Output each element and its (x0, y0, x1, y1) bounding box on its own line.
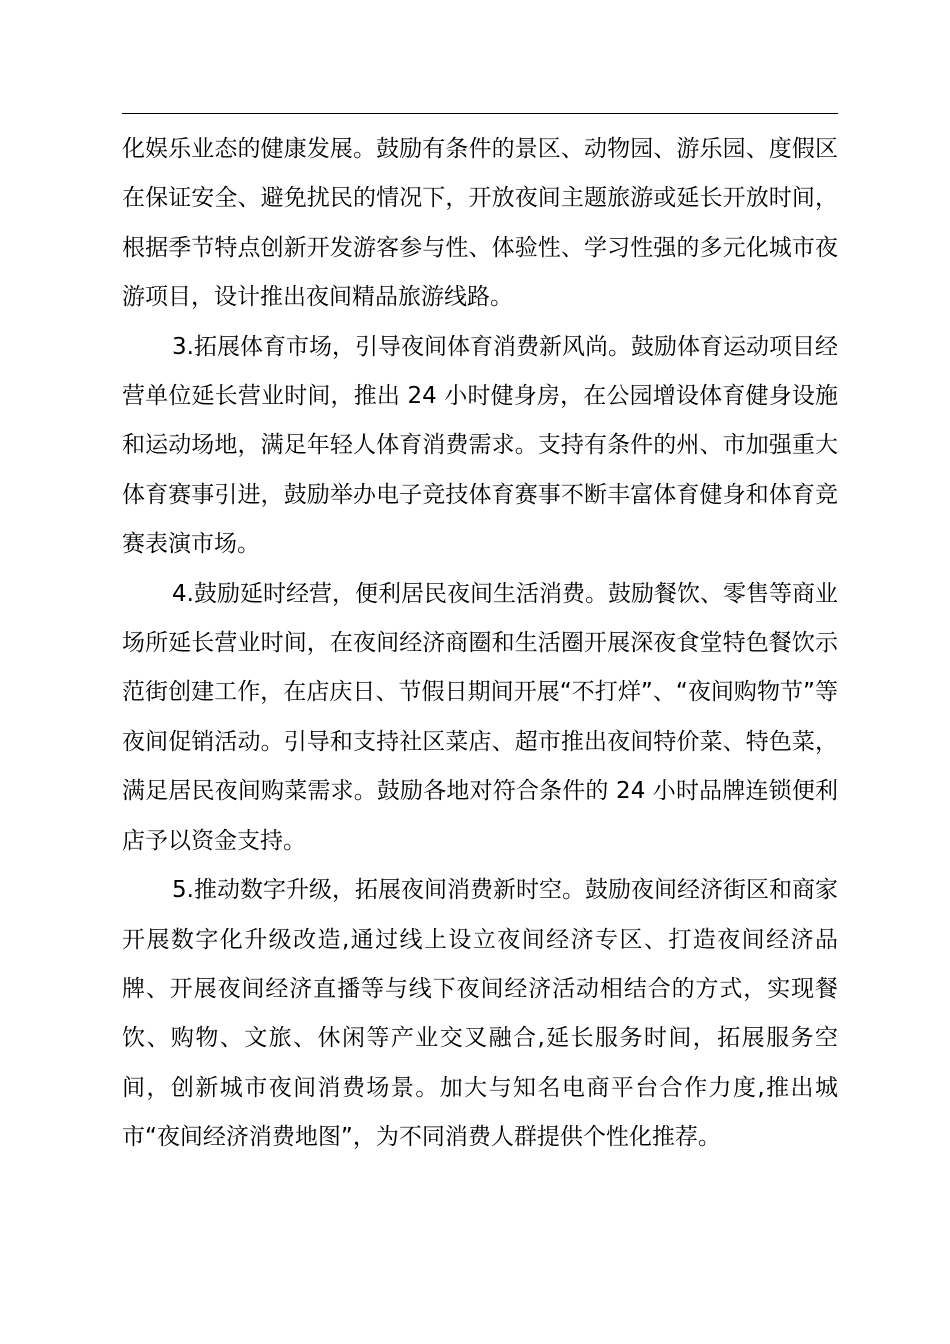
paragraph-sports-market: 3.拓展体育市场，引导夜间体育消费新风尚。鼓励体育运动项目经营单位延长营业时间，推出 24 小时健身房，在公园增设体育健身设施和运动场地，满足年轻人体育消费需求。支持有条件的州、市加强重大体育赛事引进，鼓励举办电子竞技体育赛事不断丰富体育健身和体育竞赛表演市场。 (122, 333, 838, 558)
paragraph-extended-hours: 4.鼓励延时经营，便利居民夜间生活消费。鼓励餐饮、零售等商业场所延长营业时间，在夜间经济商圈和生活圈开展深夜食堂特色餐饮示范街创建工作，在店庆日、节假日期间开展“不打烊”、“夜间购物节”等夜间促销活动。引导和支持社区菜店、超市推出夜间特价菜、特色菜，满足居民夜间购菜需求。鼓励各地对符合条件的 24 小时品牌连锁便利店予以资金支持。 (122, 580, 838, 854)
document-body (122, 125, 838, 1163)
paragraph-continuation: 化娱乐业态的健康发展。鼓励有条件的景区、动物园、游乐园、度假区在保证安全、避免扰民的情况下，开放夜间主题旅游或延长开放时间，根据季节特点创新开发游客参与性、体验性、学习性强的多元化城市夜游项目，设计推出夜间精品旅游线路。 (122, 136, 838, 311)
paragraph-digital-upgrade: 5.推动数字升级，拓展夜间消费新时空。鼓励夜间经济街区和商家开展数字化升级改造,通过线上设立夜间经济专区、打造夜间经济品牌、开展夜间经济直播等与线下夜间经济活动相结合的方式，实现餐饮、购物、文旅、休闲等产业交叉融合,延长服务时间，拓展服务空间，创新城市夜间消费场景。加大与知名电商平台合作力度,推出城市“夜间经济消费地图”，为不同消费人群提供个性化推荐。 (122, 877, 838, 1151)
header-rule (122, 113, 838, 114)
